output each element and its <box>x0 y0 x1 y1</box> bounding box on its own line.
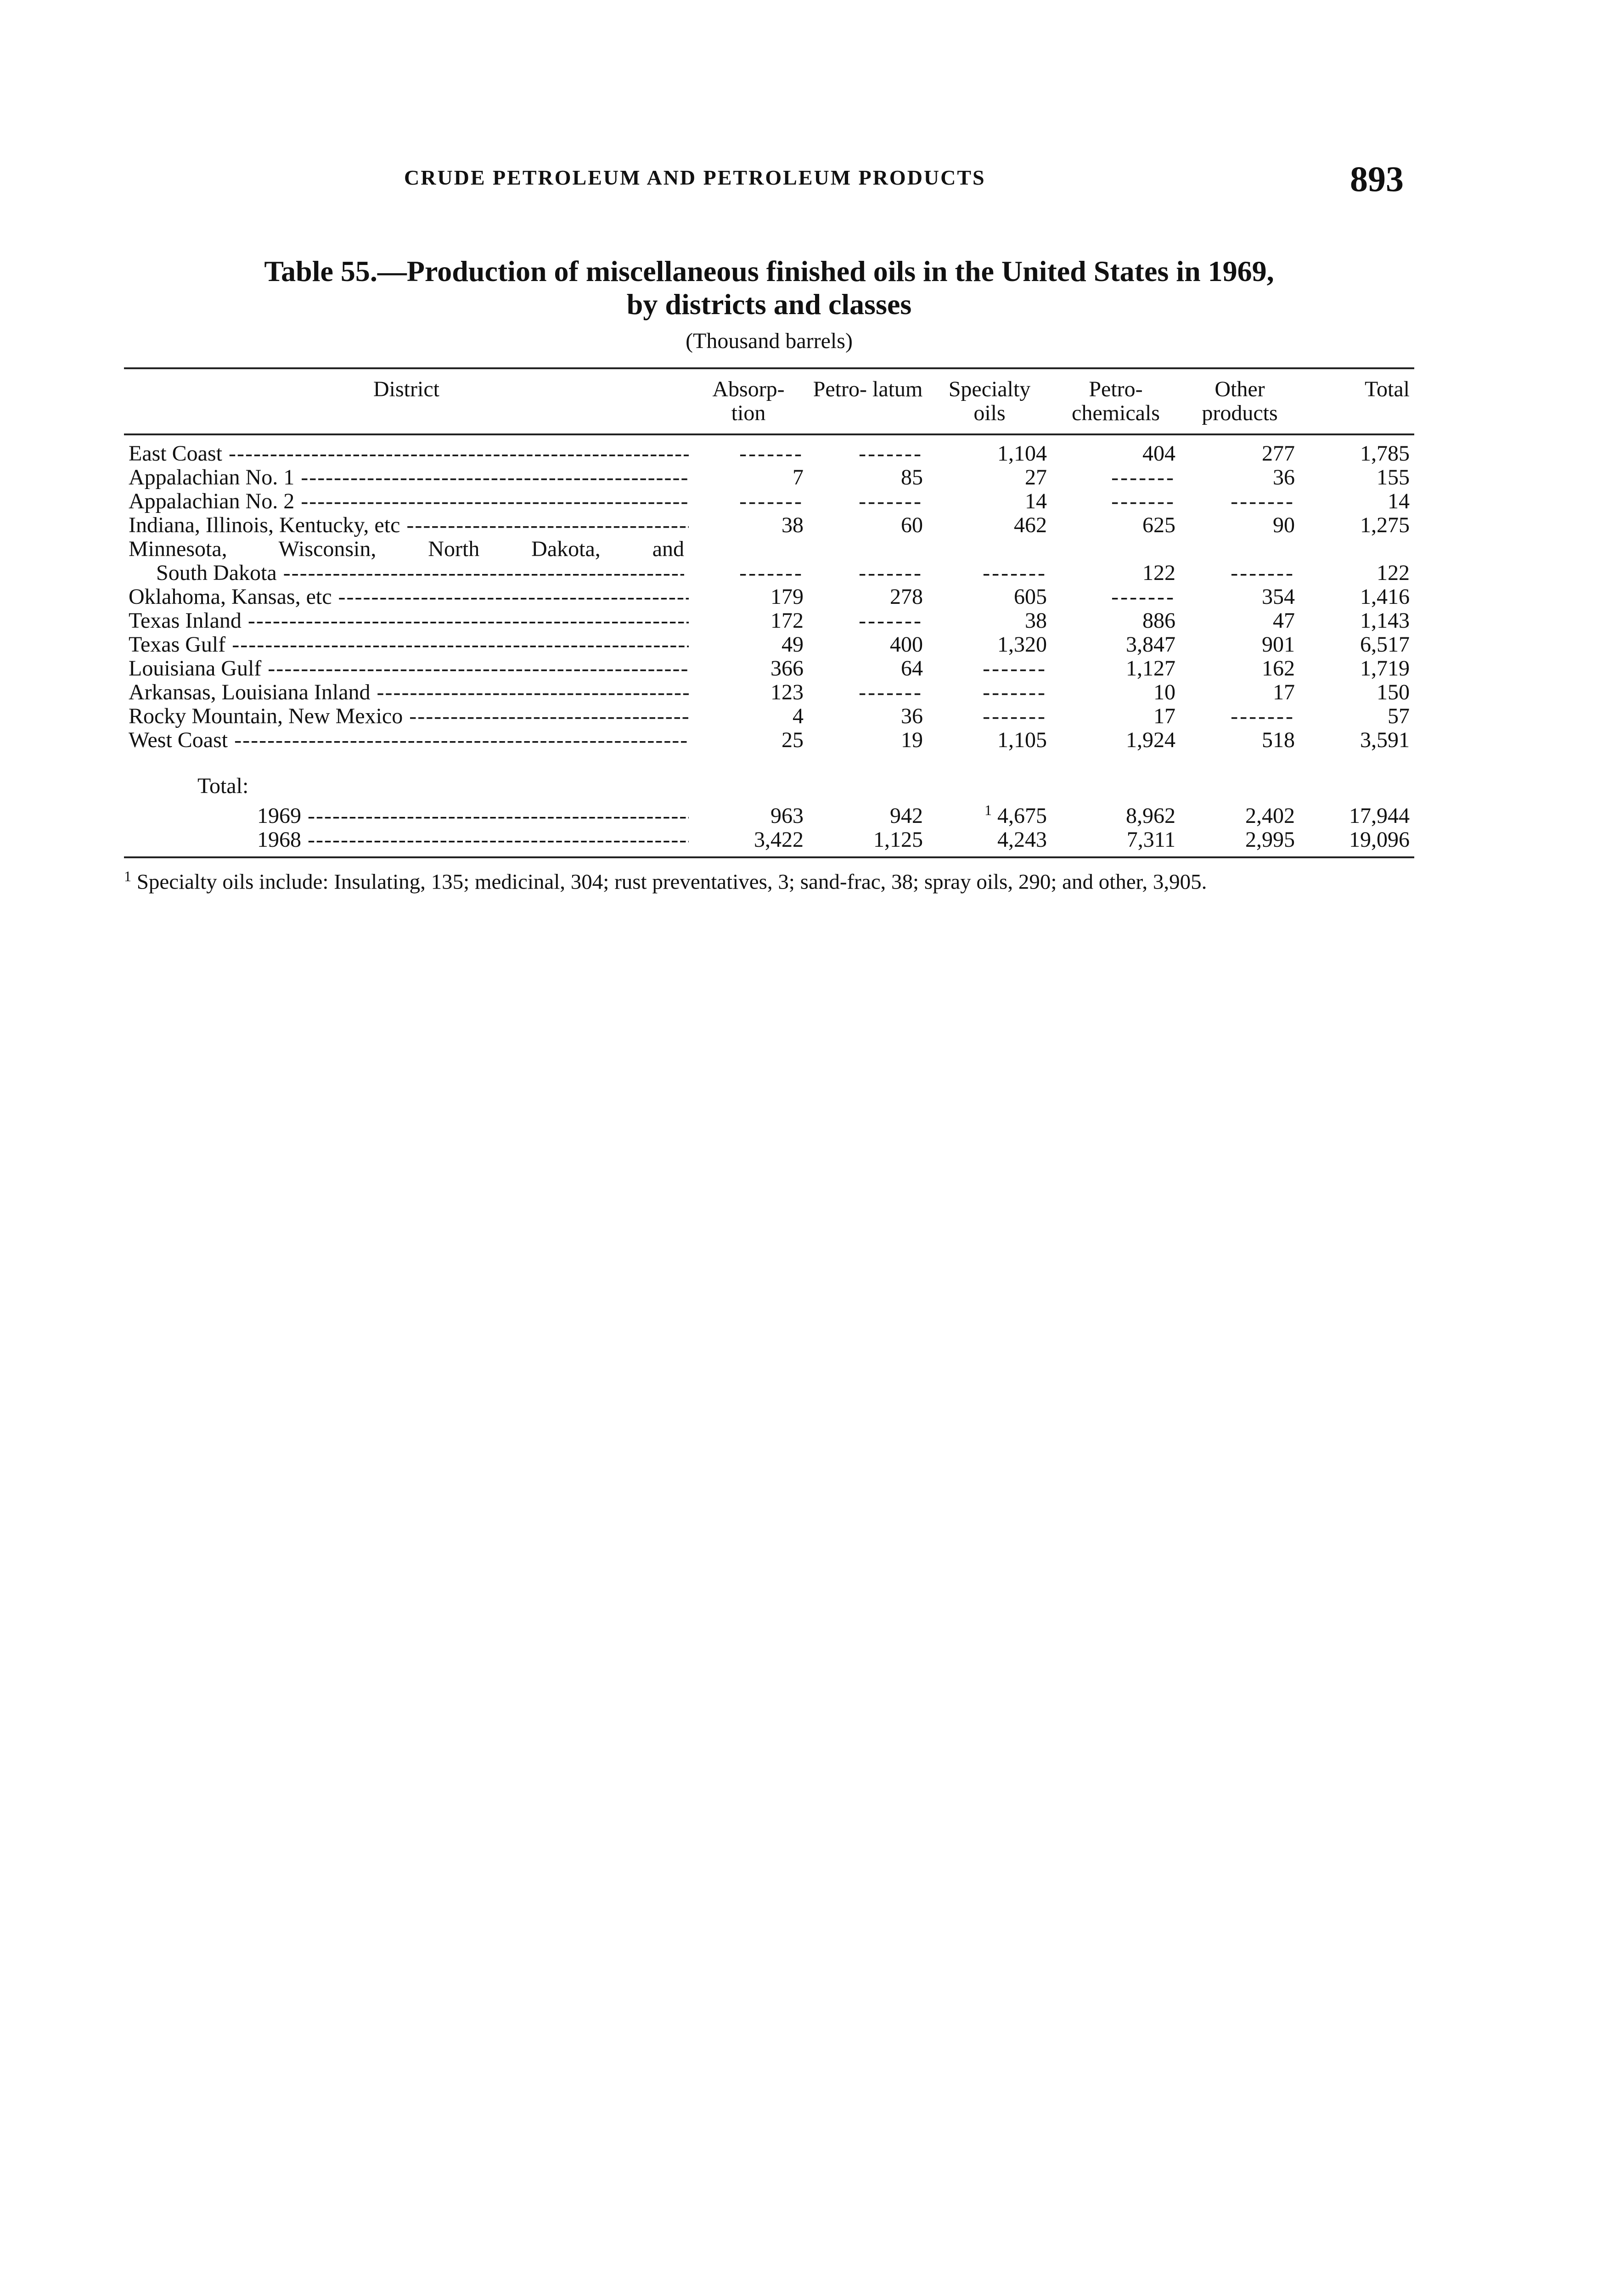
petrochemicals-cell: 1,127 <box>1126 656 1175 681</box>
specialty-cell: $^1$ 4,675 <box>984 802 1047 828</box>
absorption-cell: 963 <box>770 804 804 828</box>
total-cell: 122 <box>1377 561 1410 585</box>
other-cell: 518 <box>1262 728 1295 752</box>
total-cell: 1,785 <box>1360 441 1410 466</box>
total-cell: 19,096 <box>1299 828 1414 857</box>
petrolatum-cell: 942 <box>890 804 923 828</box>
table-title <box>124 255 1414 321</box>
district-cell: East Coast ----- <box>124 434 689 466</box>
absorption-cell: 25 <box>782 728 804 752</box>
specialty-cell: 1,320 <box>997 632 1047 657</box>
district-cell: Rocky Mountain, New Mexico ----- <box>124 704 689 728</box>
other-cell: 47 <box>1273 608 1295 633</box>
table-row <box>124 633 1414 657</box>
district-cell: Texas Inland ----- <box>124 609 689 633</box>
other-cell: 901 <box>1262 632 1295 657</box>
district-cell: Louisiana Gulf ----- <box>124 657 689 681</box>
other-cell: 277 <box>1262 441 1295 466</box>
absorption-cell: 38 <box>782 513 804 537</box>
footnote-marker: 1 <box>124 868 131 884</box>
other-cell: 90 <box>1273 513 1295 537</box>
absorption-cell: ------- <box>739 561 804 585</box>
header-row <box>124 368 1414 434</box>
table-row <box>124 609 1414 633</box>
petrolatum-cell: ------- <box>859 680 923 704</box>
table-row <box>124 657 1414 681</box>
specialty-cell: 1,105 <box>997 728 1047 752</box>
specialty-cell: 462 <box>1014 513 1047 537</box>
year-cell: 1969 ----- <box>124 798 689 828</box>
total-cell: 57 <box>1388 704 1410 728</box>
year-cell: 1968 ----- <box>124 828 689 857</box>
specialty-cell: ------- <box>983 680 1047 704</box>
district-cell: West Coast ----- <box>124 728 689 752</box>
absorption-cell: 49 <box>782 632 804 657</box>
district-line-2: South Dakota ----- <box>129 561 684 585</box>
specialty-cell: ------- <box>983 656 1047 681</box>
column-header-specialty-oils: Specialty oils <box>928 368 1052 434</box>
specialty-cell: ------- <box>983 561 1047 585</box>
petrochemicals-cell: 8,962 <box>1126 804 1175 828</box>
table-row <box>124 585 1414 609</box>
other-cell: ------- <box>1231 561 1295 585</box>
petrochemicals-cell: ------- <box>1111 489 1175 513</box>
table-row <box>124 681 1414 704</box>
table-row <box>124 728 1414 752</box>
totals-label-row <box>124 774 1414 798</box>
table-row <box>124 704 1414 728</box>
absorption-cell: 3,422 <box>689 828 808 857</box>
total-cell: 14 <box>1388 489 1410 513</box>
petrochemicals-cell: ------- <box>1111 585 1175 609</box>
district-cell: Appalachian No. 1 ----- <box>124 466 689 490</box>
table-title-line-2: by districts and classes <box>626 288 912 321</box>
petrolatum-cell: ------- <box>859 608 923 633</box>
district-cell: Oklahoma, Kansas, etc ----- <box>124 585 689 609</box>
column-header-total: Total <box>1299 368 1414 434</box>
absorption-cell: 7 <box>793 465 804 490</box>
other-cell: 36 <box>1273 465 1295 490</box>
petrolatum-cell: 19 <box>901 728 923 752</box>
petrolatum-cell: 60 <box>901 513 923 537</box>
total-cell: 1,143 <box>1360 608 1410 633</box>
total-cell: 1,416 <box>1360 585 1410 609</box>
page-number: 893 <box>1350 159 1404 199</box>
column-header-district: District <box>124 368 689 434</box>
district-cell: Indiana, Illinois, Kentucky, etc ----- <box>124 513 689 537</box>
absorption-cell: 366 <box>770 656 804 681</box>
petrochemicals-cell: 1,924 <box>1126 728 1175 752</box>
total-cell: 150 <box>1377 680 1410 704</box>
district-cell: Texas Gulf ----- <box>124 633 689 657</box>
running-head: CRUDE PETROLEUM AND PETROLEUM PRODUCTS <box>404 166 986 189</box>
petrochemicals-cell: ------- <box>1111 465 1175 490</box>
footnote-text: Specialty oils include: Insulating, 135; medicinal, 304; rust preventatives, 3; sand-frac, 38; spray oils, 290; and other, 3,905. <box>136 870 1207 894</box>
district-line-1: Minnesota, Wisconsin, North Dakota, and <box>129 537 684 561</box>
other-cell: ------- <box>1231 489 1295 513</box>
footnote-marker: 1 <box>984 802 992 818</box>
petrochemicals-cell: 3,847 <box>1126 632 1175 657</box>
petrochemicals-cell: 17 <box>1153 704 1175 728</box>
column-header-petrolatum: Petro- latum <box>808 368 928 434</box>
table-row <box>124 434 1414 466</box>
petrolatum-cell: 400 <box>890 632 923 657</box>
column-header-other-products: Other products <box>1180 368 1299 434</box>
column-header-petrochemicals: Petro- chemicals <box>1052 368 1180 434</box>
specialty-cell: 1,104 <box>997 441 1047 466</box>
petrolatum-cell: 85 <box>901 465 923 490</box>
total-row-1969 <box>124 798 1414 828</box>
spacer-row <box>124 752 1414 774</box>
specialty-cell: 27 <box>1025 465 1047 490</box>
totals-label: Total: <box>197 774 249 798</box>
absorption-cell: 4 <box>793 704 804 728</box>
petrolatum-cell: 64 <box>901 656 923 681</box>
other-cell: 17 <box>1273 680 1295 704</box>
table-row <box>124 513 1414 537</box>
petrochemicals-cell: 404 <box>1142 441 1175 466</box>
table-unit: (Thousand barrels) <box>686 329 853 353</box>
production-table <box>124 367 1414 858</box>
petrolatum-cell: ------- <box>859 489 923 513</box>
total-row-1968 <box>124 828 1414 857</box>
district-cell: Arkansas, Louisiana Inland ----- <box>124 681 689 704</box>
petrochemicals-cell: 886 <box>1142 608 1175 633</box>
table-row <box>124 490 1414 513</box>
other-cell: ------- <box>1231 704 1295 728</box>
absorption-cell: ------- <box>739 441 804 466</box>
column-header-absorption: Absorp- tion <box>689 368 808 434</box>
petrolatum-cell: 278 <box>890 585 923 609</box>
absorption-cell: 123 <box>770 680 804 704</box>
absorption-cell: 172 <box>770 608 804 633</box>
absorption-cell: 179 <box>770 585 804 609</box>
total-cell: 155 <box>1377 465 1410 490</box>
petrolatum-cell: 1,125 <box>808 828 928 857</box>
footnote <box>124 863 1414 895</box>
other-cell: 2,995 <box>1180 828 1299 857</box>
absorption-cell: ------- <box>739 489 804 513</box>
table-row <box>124 537 1414 585</box>
petrochemicals-cell: 625 <box>1142 513 1175 537</box>
specialty-cell: ------- <box>983 704 1047 728</box>
district-cell <box>124 537 689 585</box>
total-cell: 1,719 <box>1360 656 1410 681</box>
petrochemicals-cell: 10 <box>1153 680 1175 704</box>
other-cell: 354 <box>1262 585 1295 609</box>
petrolatum-cell: ------- <box>859 561 923 585</box>
total-cell: 3,591 <box>1360 728 1410 752</box>
specialty-cell: 4,243 <box>928 828 1052 857</box>
district-cell: Appalachian No. 2 ----- <box>124 490 689 513</box>
specialty-cell: 38 <box>1025 608 1047 633</box>
petrolatum-cell: 36 <box>901 704 923 728</box>
table-title-line-1: Table 55.—Production of miscellaneous finished oils in the United States in 1969, <box>264 255 1274 287</box>
total-cell: 17,944 <box>1349 804 1410 828</box>
total-cell: 6,517 <box>1360 632 1410 657</box>
specialty-cell: 14 <box>1025 489 1047 513</box>
total-cell: 1,275 <box>1360 513 1410 537</box>
table-row <box>124 466 1414 490</box>
petrochemicals-cell: 122 <box>1142 561 1175 585</box>
specialty-cell: 605 <box>1014 585 1047 609</box>
petrolatum-cell: ------- <box>859 441 923 466</box>
petrochemicals-cell: 7,311 <box>1052 828 1180 857</box>
other-cell: 162 <box>1262 656 1295 681</box>
other-cell: 2,402 <box>1245 804 1295 828</box>
